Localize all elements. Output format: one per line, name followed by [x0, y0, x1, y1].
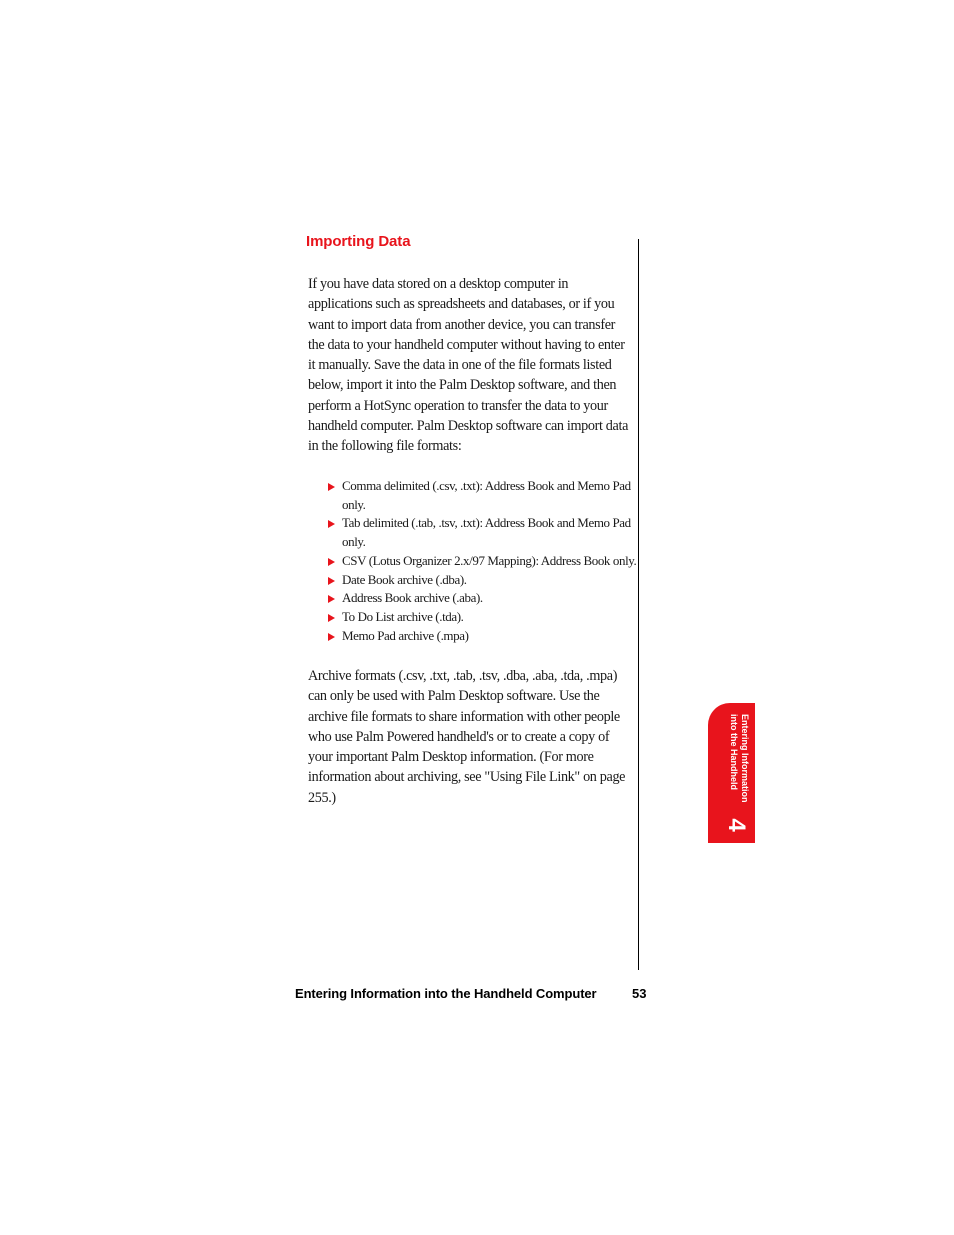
- format-item-text: Address Book archive (.aba).: [342, 590, 483, 606]
- column-divider: [638, 239, 639, 970]
- closing-paragraph: Archive formats (.csv, .txt, .tab, .tsv, .dba, .aba, .tda, .mpa) can only be used with Palm Desktop software. Use the archive file formats to share information with other people who use Palm Powered handheld's or to create a copy of your important Palm Desktop information. (For more information about archiving, see "Using File Link" on page 255.): [308, 668, 626, 806]
- list-item: [328, 627, 638, 646]
- format-list: [328, 477, 638, 645]
- list-item: [328, 514, 638, 551]
- arrow-bullet-icon: [328, 633, 335, 641]
- format-item-text: Tab delimited (.tab, .tsv, .txt): Address Book and Memo Pad only.: [342, 515, 631, 550]
- list-item: [328, 477, 638, 514]
- page-number: 53: [632, 986, 647, 1001]
- list-item: [328, 571, 638, 590]
- format-item-text: Memo Pad archive (.mpa): [342, 627, 469, 643]
- arrow-bullet-icon: [328, 614, 335, 622]
- list-item: [328, 589, 638, 608]
- arrow-bullet-icon: [328, 577, 335, 585]
- footer-chapter-title: Entering Information into the Handheld Computer: [295, 986, 597, 1001]
- format-item-text: Comma delimited (.csv, .txt): Address Book and Memo Pad only.: [342, 478, 631, 512]
- format-item-text: CSV (Lotus Organizer 2.x/97 Mapping): Address Book only.: [342, 552, 637, 568]
- section-heading: Importing Data: [306, 233, 411, 250]
- chapter-number: 4: [723, 818, 750, 832]
- arrow-bullet-icon: [328, 558, 335, 566]
- chapter-tab-line2: into the Handheld: [729, 714, 739, 790]
- arrow-bullet-icon: [328, 595, 335, 603]
- format-item-text: To Do List archive (.tda).: [342, 608, 464, 624]
- list-item: [328, 608, 638, 627]
- list-item: [328, 552, 638, 571]
- chapter-tab-line1: Entering Information: [740, 714, 750, 803]
- format-item-text: Date Book archive (.dba).: [342, 571, 467, 587]
- arrow-bullet-icon: [328, 520, 335, 528]
- chapter-tab-label: [718, 714, 750, 806]
- intro-paragraph: If you have data stored on a desktop computer in applications such as spreadsheets and databases, or if you want to import data from another device, you can transfer the data to your handheld computer without having to enter it manually. Save the data in one of the file formats listed below, import it into the Palm Desktop software, and then perform a HotSync operation to transfer the data to your handheld computer. Palm Desktop software can import data in the following file formats:: [308, 276, 629, 455]
- arrow-bullet-icon: [328, 483, 335, 491]
